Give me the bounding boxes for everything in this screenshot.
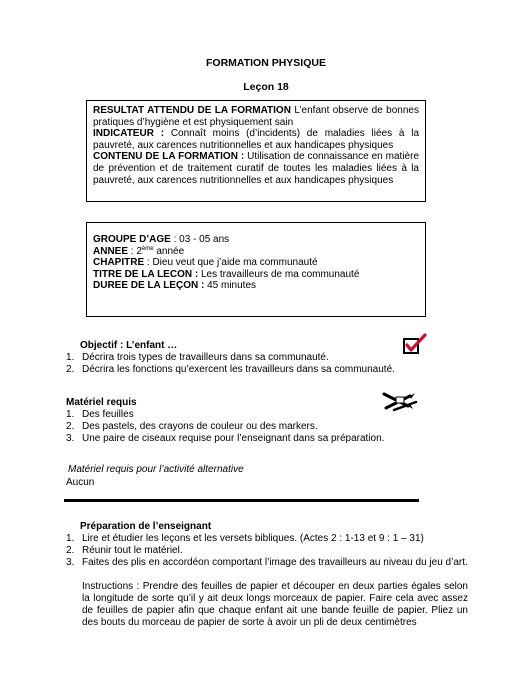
alternative-materials-heading: Matériel requis pour l’activité alternative [68,464,244,475]
page-title: FORMATION PHYSIQUE [206,57,326,69]
lesson-info-box [86,222,426,317]
indicator: INDICATEUR : Connaît moins (d’incidents) de maladies liées à la pauvreté, aux carences nutritionnelles et aux handicapes physiques [93,128,420,151]
list-item: 1. Décrira trois types de travailleurs dans sa communauté. [66,352,329,363]
preparation-list [66,533,468,569]
materials-heading: Matériel requis [66,397,137,408]
lesson-duration: DUREE DE LA LEÇON : 45 minutes [93,280,257,292]
alternative-materials-text: Aucun [66,477,95,488]
age-group: GROUPE D’AGE : 03 - 05 ans [93,234,230,245]
formation-content: CONTENU DE LA FORMATION : Utilisation de connaissance en matière de prévention et de traitement curatif de toutes les maladies liées à la pauvreté, aux carences nutritionnelles et aux handicapes physiques [93,151,420,186]
list-item: 2. Des pastels, des crayons de couleur ou des markers. [66,421,318,432]
lesson-title: TITRE DE LA LECON : Les travailleurs de ma communauté [93,268,360,280]
list-item: 2. Réunir tout le matériel. [66,545,183,556]
list-item: 2. Décrira les fonctions qu’exercent les travailleurs dans sa communauté. [66,364,395,375]
expected-result: RESULTAT ATTENDU DE LA FORMATION L’enfant observe de bonnes pratiques d’hygiène et est physiquement sain [93,105,419,128]
list-item: 3. Faites des plis en accordéon comportant l’image des travailleurs au niveau du jeu d’art. [66,557,468,568]
formation-box [86,100,426,202]
list-item: 3. Une paire de ciseaux requise pour l’enseignant dans sa préparation. [66,433,385,444]
chapter: CHAPITRE : Dieu veut que j’aide ma communauté [93,257,318,269]
materials-list [66,409,466,445]
lesson-number: Leçon 18 [243,81,289,93]
preparation-instructions: Instructions : Prendre des feuilles de papier et découper en deux parties égales selon la longitude de sorte qu’il y ait deux longs morceaux de papier. Faire cela avec assez de feuilles de papier afin que chaque enfant ait une bande feuille de papier. Pliez un des bouts du morceau de papier de sorte à avoir un pli de deux centimètres [82,581,468,628]
objectives-heading: Objectif : L’enfant … [80,340,178,351]
list-item: 1. Lire et étudier les leçons et les versets bibliques. (Actes 2 : 1-13 et 9 : 1 – 31) [66,533,424,544]
list-item: 1. Des feuilles [66,409,134,420]
preparation-heading: Préparation de l’enseignant [80,521,212,532]
section-divider [64,499,419,502]
school-year: ANNEE : 2ème année [93,245,185,257]
objectives-list [66,352,466,376]
